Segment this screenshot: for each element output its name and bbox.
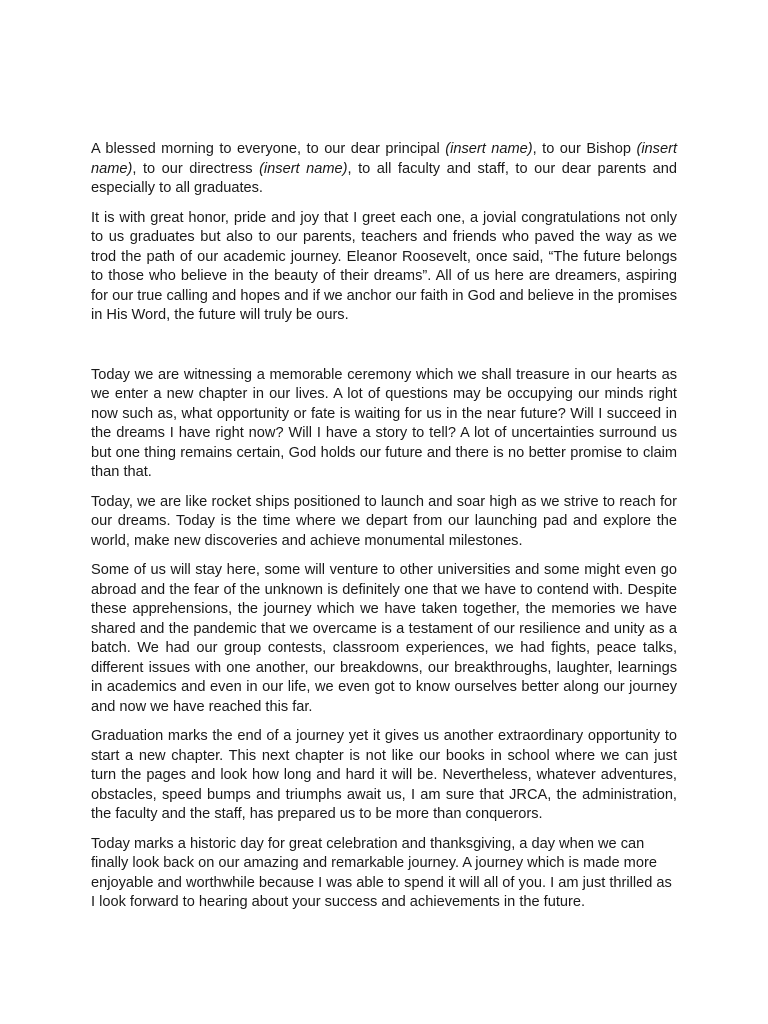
- speech-document: [91, 140, 677, 923]
- paragraph-closing: [91, 835, 677, 913]
- paragraph-rocket-ships: [91, 493, 677, 552]
- text-segment: A blessed morning to everyone, to our dear principal: [91, 141, 446, 157]
- paragraph-congratulations: [91, 209, 677, 326]
- text-segment: , to our Bishop: [532, 141, 637, 157]
- placeholder-principal-name: (insert name): [445, 141, 533, 157]
- text-segment: , to our directress: [132, 160, 260, 177]
- text-segment: Today marks a historic day for great celebration and thanksgiving, a day when we can finally look back on our amazing and remarkable journey. A journey which is made more enjoyable and worthwhile because I was able to spend it will all of you. I am just thrilled as I look forward to hearing about your success and achievements in the future.: [91, 835, 672, 910]
- text-segment: Some of us will stay here, some will venture to other universities and some might even go abroad and the fear of the unknown is definitely one that we have to contend with. Despite these apprehensions, the journey which we have taken together, the memories we have shared and the pandemic that we overcame is a testament of our resilience and unity as a batch. We had our group contests, classroom experiences, we had fights, peace talks, different issues with one another, our breakdowns, our breakthroughs, laughter, learnings in academics and even in our life, we even got to know ourselves better along our journey and now we have reached this far.: [91, 562, 677, 715]
- placeholder-bishop-name: (insert name): [91, 141, 677, 177]
- paragraph-new-chapter: [91, 727, 677, 825]
- placeholder-directress-name: (insert name): [259, 160, 348, 177]
- paragraph-journey-together: [91, 561, 677, 717]
- text-segment: Today, we are like rocket ships positioned to launch and soar high as we strive to reach for our dreams. Today is the time where we depart from our launching pad and explore the world, make new discoveries and achieve monumental milestones.: [91, 493, 677, 549]
- text-segment: It is with great honor, pride and joy that I greet each one, a jovial congratulations not only to us graduates but also to our parents, teachers and friends who paved the way as we trod the path of our academic journey. Eleanor Roosevelt, once said, “The future belongs to those who believe in the beauty of their dreams”. All of us here are dreamers, aspiring for our true calling and hopes and if we anchor our faith in God and believe in the promises in His Word, the future will truly be ours.: [91, 209, 677, 323]
- text-segment: Today we are witnessing a memorable ceremony which we shall treasure in our hearts as we enter a new chapter in our lives. A lot of questions may be occupying our minds right now such as, what opportunity or fate is waiting for us in the near future? Will I succeed in the dreams I have right now? Will I have a story to tell? A lot of uncertainties surround us but one thing remains certain, God holds our future and there is no better promise to claim than that.: [91, 366, 677, 480]
- text-segment: Graduation marks the end of a journey yet it gives us another extraordinary opportunity to start a new chapter. This next chapter is not like our books in school where we can just turn the pages and look how long and hard it will be. Nevertheless, whatever adventures, obstacles, speed bumps and triumphs await us, I am sure that JRCA, the administration, the faculty and the staff, has prepared us to be more than conquerors.: [91, 728, 677, 822]
- paragraph-greeting: [91, 140, 677, 199]
- paragraph-ceremony: [91, 366, 677, 483]
- text-segment: , to all faculty and staff, to our dear parents and especially to all graduates.: [91, 160, 678, 196]
